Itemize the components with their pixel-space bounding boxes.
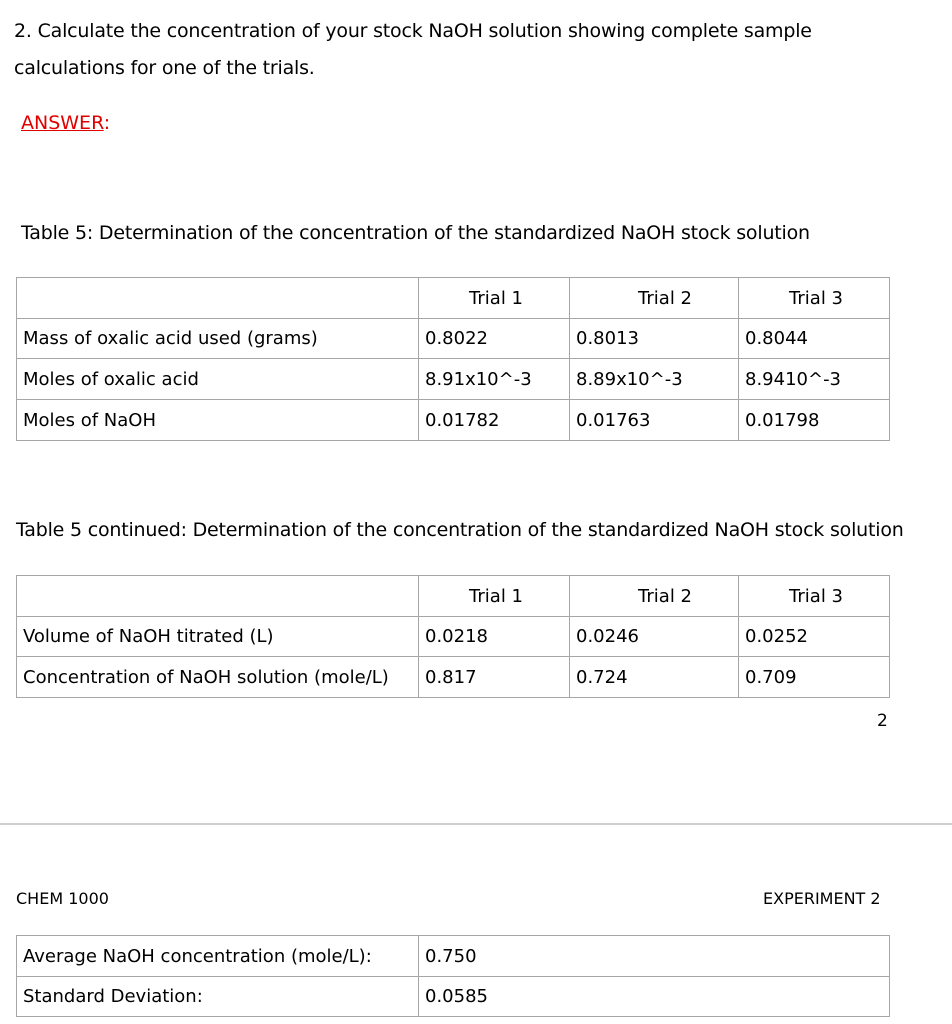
table5-header-empty xyxy=(17,278,419,319)
row-label: Mass of oxalic acid used (grams) xyxy=(17,319,419,359)
cell-value: 0.724 xyxy=(570,657,739,698)
table-row xyxy=(17,977,890,1017)
page-number: 2 xyxy=(877,711,888,731)
cell-value: 0.750 xyxy=(419,936,890,977)
table5-header-row xyxy=(17,278,890,319)
table5-continued-header-trial-1: Trial 1 xyxy=(419,576,570,617)
experiment-label: EXPERIMENT 2 xyxy=(763,889,881,908)
cell-value: 0.01798 xyxy=(739,400,890,441)
question-line-1: 2. Calculate the concentration of your stock NaOH solution showing complete sample xyxy=(14,20,812,42)
cell-value: 0.8022 xyxy=(419,319,570,359)
table5 xyxy=(16,277,890,441)
table5-header-trial-3: Trial 3 xyxy=(739,278,890,319)
table5-continued-header-row xyxy=(17,576,890,617)
cell-value: 0.0246 xyxy=(570,617,739,657)
cell-value: 0.0218 xyxy=(419,617,570,657)
row-label: Volume of NaOH titrated (L) xyxy=(17,617,419,657)
row-label: Moles of oxalic acid xyxy=(17,359,419,400)
table5-continued-header-trial-2: Trial 2 xyxy=(570,576,739,617)
cell-value: 0.01782 xyxy=(419,400,570,441)
summary-table xyxy=(16,935,890,1017)
table-row xyxy=(17,319,890,359)
table-row xyxy=(17,359,890,400)
answer-label xyxy=(21,112,110,134)
table5-header-trial-1: Trial 1 xyxy=(419,278,570,319)
table5-continued xyxy=(16,575,890,698)
course-label: CHEM 1000 xyxy=(16,889,109,908)
table-row xyxy=(17,617,890,657)
cell-value: 0.817 xyxy=(419,657,570,698)
table5-caption: Table 5: Determination of the concentration of the standardized NaOH stock solution xyxy=(21,222,810,244)
page-break-divider xyxy=(0,823,952,825)
cell-value: 0.0252 xyxy=(739,617,890,657)
answer-label-colon: : xyxy=(103,112,111,134)
table-row xyxy=(17,400,890,441)
answer-label-text: ANSWER xyxy=(21,112,104,134)
cell-value: 0.0585 xyxy=(419,977,890,1017)
table5-continued-caption: Table 5 continued: Determination of the concentration of the standardized NaOH stock solution xyxy=(16,519,904,541)
question-line-2: calculations for one of the trials. xyxy=(14,57,315,79)
table5-continued-header-trial-3: Trial 3 xyxy=(739,576,890,617)
row-label: Standard Deviation: xyxy=(17,977,419,1017)
cell-value: 8.91x10^-3 xyxy=(419,359,570,400)
cell-value: 0.8044 xyxy=(739,319,890,359)
table-row xyxy=(17,936,890,977)
cell-value: 0.709 xyxy=(739,657,890,698)
cell-value: 0.01763 xyxy=(570,400,739,441)
table-row xyxy=(17,657,890,698)
table5-continued-header-empty xyxy=(17,576,419,617)
cell-value: 8.89x10^-3 xyxy=(570,359,739,400)
row-label: Concentration of NaOH solution (mole/L) xyxy=(17,657,419,698)
cell-value: 8.9410^-3 xyxy=(739,359,890,400)
row-label: Moles of NaOH xyxy=(17,400,419,441)
row-label: Average NaOH concentration (mole/L): xyxy=(17,936,419,977)
cell-value: 0.8013 xyxy=(570,319,739,359)
table5-header-trial-2: Trial 2 xyxy=(570,278,739,319)
